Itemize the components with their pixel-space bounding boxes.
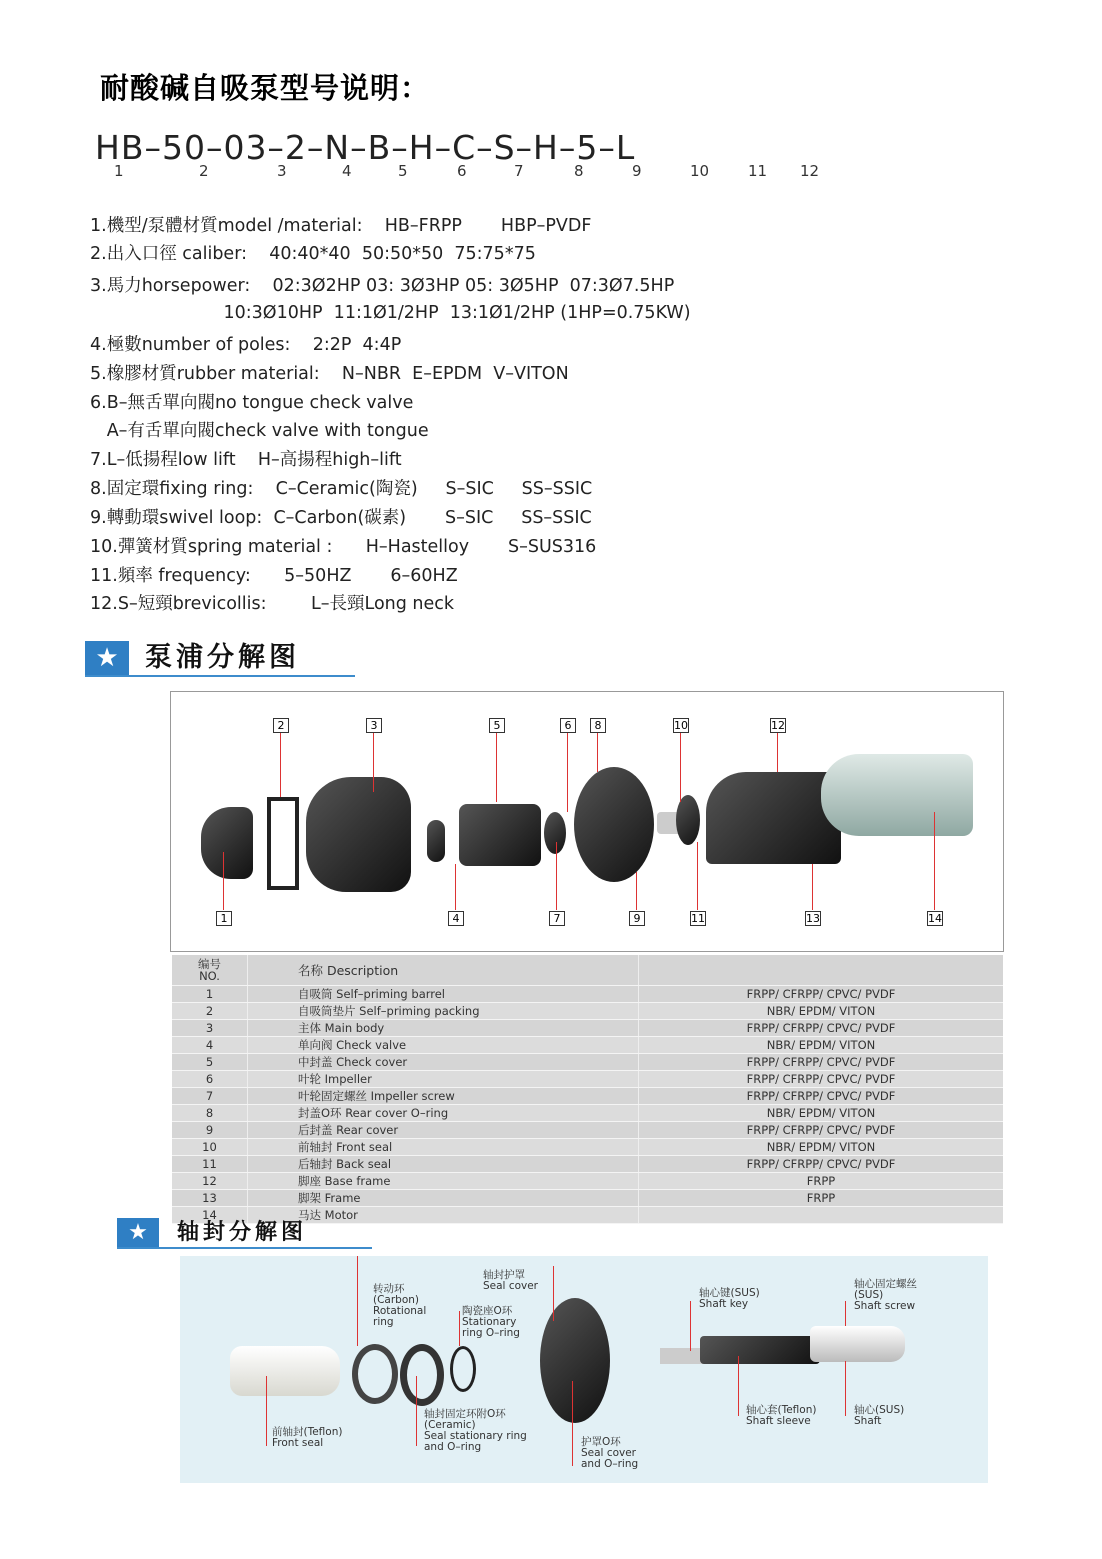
callout-6: 6	[560, 718, 576, 733]
seal-label-shaft-screw: 轴心固定螺丝 (SUS) Shaft screw	[854, 1278, 917, 1312]
row-material: FRPP/ CFRPP/ CPVC/ PVDF	[639, 1071, 1004, 1088]
row-description: 封盖O环 Rear cover O–ring	[248, 1105, 639, 1122]
header-no: 编号 NO.	[172, 955, 248, 986]
row-material: FRPP	[639, 1190, 1004, 1207]
star-icon: ★	[85, 641, 129, 675]
row-description: 单向阀 Check valve	[248, 1037, 639, 1054]
callout-11: 11	[691, 912, 705, 925]
row-description: 自吸筒垫片 Self–priming packing	[248, 1003, 639, 1020]
row-material: NBR/ EPDM/ VITON	[639, 1003, 1004, 1020]
rear-cover-part	[574, 767, 654, 882]
spec-line: 1.機型/泵體材質model /material: HB–FRPP HBP–PVDF	[90, 216, 592, 236]
spec-line: 8.固定環fixing ring: C–Ceramic(陶瓷) S–SIC SS–SSIC	[90, 479, 593, 499]
page-title: 耐酸碱自吸泵型号说明：	[100, 71, 431, 105]
row-number: 4	[172, 1037, 248, 1054]
self-priming-barrel-part	[201, 807, 253, 879]
table-row	[172, 1139, 1003, 1156]
pump-exploded-diagram	[170, 691, 1004, 952]
row-description: 后轴封 Back seal	[248, 1156, 639, 1173]
code-position-label: 5	[398, 162, 408, 180]
table-row	[172, 1054, 1003, 1071]
row-number: 8	[172, 1105, 248, 1122]
seal-label-shaft: 轴心(SUS) Shaft	[854, 1404, 905, 1427]
row-material	[639, 1207, 1004, 1224]
section-title: 轴封分解图	[177, 1220, 308, 1245]
callout-leader-line	[280, 733, 281, 797]
parts-table	[172, 955, 1003, 1224]
spec-line: 7.L–低揚程low lift H–高揚程high–lift	[90, 450, 402, 470]
callout-1: 1	[216, 911, 232, 926]
row-material: FRPP/ CFRPP/ CPVC/ PVDF	[639, 1122, 1004, 1139]
seal-label-seal-cover: 轴封护罩 Seal cover	[483, 1269, 539, 1292]
label-leader-line	[266, 1376, 267, 1446]
row-material: NBR/ EPDM/ VITON	[639, 1139, 1004, 1156]
spec-line: 9.轉動環swivel loop: C–Carbon(碳素) S–SIC SS–SSIC	[90, 508, 592, 528]
row-number: 5	[172, 1054, 248, 1071]
seal-label-seal-stationary: 轴封固定环附O环 (Ceramic) Seal stationary ring and O–ring	[424, 1408, 527, 1453]
row-description: 脚座 Base frame	[248, 1173, 639, 1190]
callout-14: 14	[928, 912, 942, 925]
table-row	[172, 1173, 1003, 1190]
label-leader-line	[459, 1311, 460, 1346]
row-material: FRPP/ CFRPP/ CPVC/ PVDF	[639, 1088, 1004, 1105]
spec-line: 5.橡膠材質rubber material: N–NBR E–EPDM V–VITON	[90, 364, 569, 384]
row-number: 6	[172, 1071, 248, 1088]
label-leader-line	[553, 1266, 554, 1321]
code-position-label: 11	[748, 162, 768, 180]
label-leader-line	[738, 1356, 739, 1416]
callout-8: 8	[590, 718, 606, 733]
row-description: 主体 Main body	[248, 1020, 639, 1037]
row-material: FRPP/ CFRPP/ CPVC/ PVDF	[639, 1020, 1004, 1037]
table-row	[172, 1105, 1003, 1122]
callout-leader-line	[777, 733, 778, 772]
table-row	[172, 1003, 1003, 1020]
table-header-row	[172, 955, 1003, 986]
check-cover-part	[459, 804, 541, 866]
check-valve-part	[427, 820, 445, 862]
row-number: 1	[172, 986, 248, 1003]
row-number: 11	[172, 1156, 248, 1173]
code-position-label: 10	[690, 162, 710, 180]
seal-exploded-diagram	[180, 1256, 988, 1483]
callout-7: 7	[549, 911, 565, 926]
front-seal-part	[230, 1346, 340, 1396]
main-body-part	[306, 777, 411, 892]
callout-leader-line	[680, 733, 681, 802]
code-position-label: 1	[114, 162, 124, 180]
row-number: 7	[172, 1088, 248, 1105]
spec-line: 11.頻率 frequency: 5–50HZ 6–60HZ	[90, 566, 458, 586]
label-leader-line	[845, 1361, 846, 1416]
callout-leader-line	[567, 733, 568, 812]
table-row	[172, 1037, 1003, 1054]
code-position-label: 3	[277, 162, 287, 180]
header-material	[639, 955, 1004, 986]
table-row	[172, 1156, 1003, 1173]
row-description: 前轴封 Front seal	[248, 1139, 639, 1156]
spec-line: 10:3Ø10HP 11:1Ø1/2HP 13:1Ø1/2HP (1HP=0.75KW)	[90, 303, 691, 323]
seal-cover-part	[540, 1298, 610, 1423]
row-number: 13	[172, 1190, 248, 1207]
code-position-label: 2	[199, 162, 209, 180]
callout-leader-line	[223, 852, 224, 910]
section-header-pump-exploded	[85, 641, 355, 677]
row-description: 后封盖 Rear cover	[248, 1122, 639, 1139]
callout-4: 4	[448, 911, 464, 926]
row-description: 叶轮 Impeller	[248, 1071, 639, 1088]
callout-leader-line	[697, 842, 698, 910]
packing-part	[267, 797, 299, 890]
table-row	[172, 1071, 1003, 1088]
impeller-part	[544, 812, 566, 854]
callout-leader-line	[373, 733, 374, 792]
label-leader-line	[357, 1256, 358, 1346]
callout-2: 2	[273, 718, 289, 733]
callout-10: 10	[674, 719, 688, 732]
row-number: 12	[172, 1173, 248, 1190]
row-material: NBR/ EPDM/ VITON	[639, 1105, 1004, 1122]
section-title: 泵浦分解图	[145, 642, 300, 673]
seal-label-stationary-oring: 陶瓷座O环 Stationary ring O–ring	[462, 1305, 520, 1339]
row-description: 叶轮固定螺丝 Impeller screw	[248, 1088, 639, 1105]
star-icon: ★	[117, 1218, 159, 1247]
callout-12: 12	[771, 719, 785, 732]
row-material: FRPP	[639, 1173, 1004, 1190]
spec-line: 3.馬力horsepower: 02:3Ø2HP 03: 3Ø3HP 05: 3Ø5HP 07:3Ø7.5HP	[90, 276, 675, 296]
spec-line: 2.出入口徑 caliber: 40:40*40 50:50*50 75:75*75	[90, 244, 536, 264]
callout-9: 9	[629, 911, 645, 926]
row-description: 中封盖 Check cover	[248, 1054, 639, 1071]
label-leader-line	[416, 1376, 417, 1446]
spec-line: 10.彈簧材質spring material : H–Hastelloy S–SUS316	[90, 537, 597, 557]
spec-line: 4.極數number of poles: 2:2P 4:4P	[90, 335, 402, 355]
row-number: 14	[172, 1207, 248, 1224]
o-ring-part	[450, 1346, 476, 1392]
seal-label-cover-oring: 护罩O环 Seal cover and O–ring	[581, 1436, 639, 1470]
table-row	[172, 1190, 1003, 1207]
section-header-seal-exploded	[117, 1218, 372, 1249]
seal-label-front-seal: 前轴封(Teflon) Front seal	[272, 1426, 343, 1449]
seal-label-shaft-key: 轴心键(SUS) Shaft key	[699, 1287, 760, 1310]
callout-leader-line	[556, 842, 557, 910]
row-description: 自吸筒 Self–priming barrel	[248, 986, 639, 1003]
row-number: 3	[172, 1020, 248, 1037]
seal-label-shaft-sleeve: 轴心套(Teflon) Shaft sleeve	[746, 1404, 817, 1427]
callout-13: 13	[806, 912, 820, 925]
row-number: 10	[172, 1139, 248, 1156]
callout-5: 5	[489, 718, 505, 733]
row-number: 2	[172, 1003, 248, 1020]
callout-leader-line	[597, 733, 598, 772]
row-material: FRPP/ CFRPP/ CPVC/ PVDF	[639, 986, 1004, 1003]
model-code: HB–50–03–2–N–B–H–C–S–H–5–L	[95, 128, 636, 167]
callout-leader-line	[812, 864, 813, 910]
row-number: 9	[172, 1122, 248, 1139]
callout-3: 3	[366, 718, 382, 733]
table-row	[172, 1122, 1003, 1139]
callout-leader-line	[496, 733, 497, 802]
label-leader-line	[690, 1301, 691, 1351]
table-row	[172, 1088, 1003, 1105]
label-leader-line	[845, 1301, 846, 1326]
code-position-label: 6	[457, 162, 467, 180]
motor-part	[821, 754, 973, 836]
callout-leader-line	[636, 872, 637, 910]
callout-leader-line	[455, 864, 456, 910]
spec-line: 6.B–無舌單向閥no tongue check valve	[90, 393, 414, 413]
row-material: NBR/ EPDM/ VITON	[639, 1037, 1004, 1054]
callout-leader-line	[934, 812, 935, 910]
spec-line: 12.S–短頸brevicollis: L–長頸Long neck	[90, 594, 455, 614]
code-position-label: 12	[800, 162, 820, 180]
code-position-label: 7	[514, 162, 524, 180]
row-material: FRPP/ CFRPP/ CPVC/ PVDF	[639, 1054, 1004, 1071]
shaft-part	[810, 1326, 905, 1362]
seal-label-rotational: 转动环 (Carbon) Rotational ring	[373, 1283, 427, 1328]
label-leader-line	[572, 1381, 573, 1466]
code-position-label: 4	[342, 162, 352, 180]
header-description: 名称 Description	[248, 955, 639, 986]
table-row	[172, 1020, 1003, 1037]
table-row	[172, 986, 1003, 1003]
stationary-ring-part	[400, 1344, 444, 1406]
spec-line: A–有舌單向閥check valve with tongue	[90, 421, 429, 441]
back-seal-part	[676, 795, 700, 845]
code-position-label: 8	[574, 162, 584, 180]
code-position-label: 9	[632, 162, 642, 180]
row-description: 马达 Motor	[248, 1207, 639, 1224]
shaft-sleeve-part	[700, 1336, 820, 1364]
rotational-ring-part	[352, 1344, 398, 1404]
row-material: FRPP/ CFRPP/ CPVC/ PVDF	[639, 1156, 1004, 1173]
row-description: 脚架 Frame	[248, 1190, 639, 1207]
